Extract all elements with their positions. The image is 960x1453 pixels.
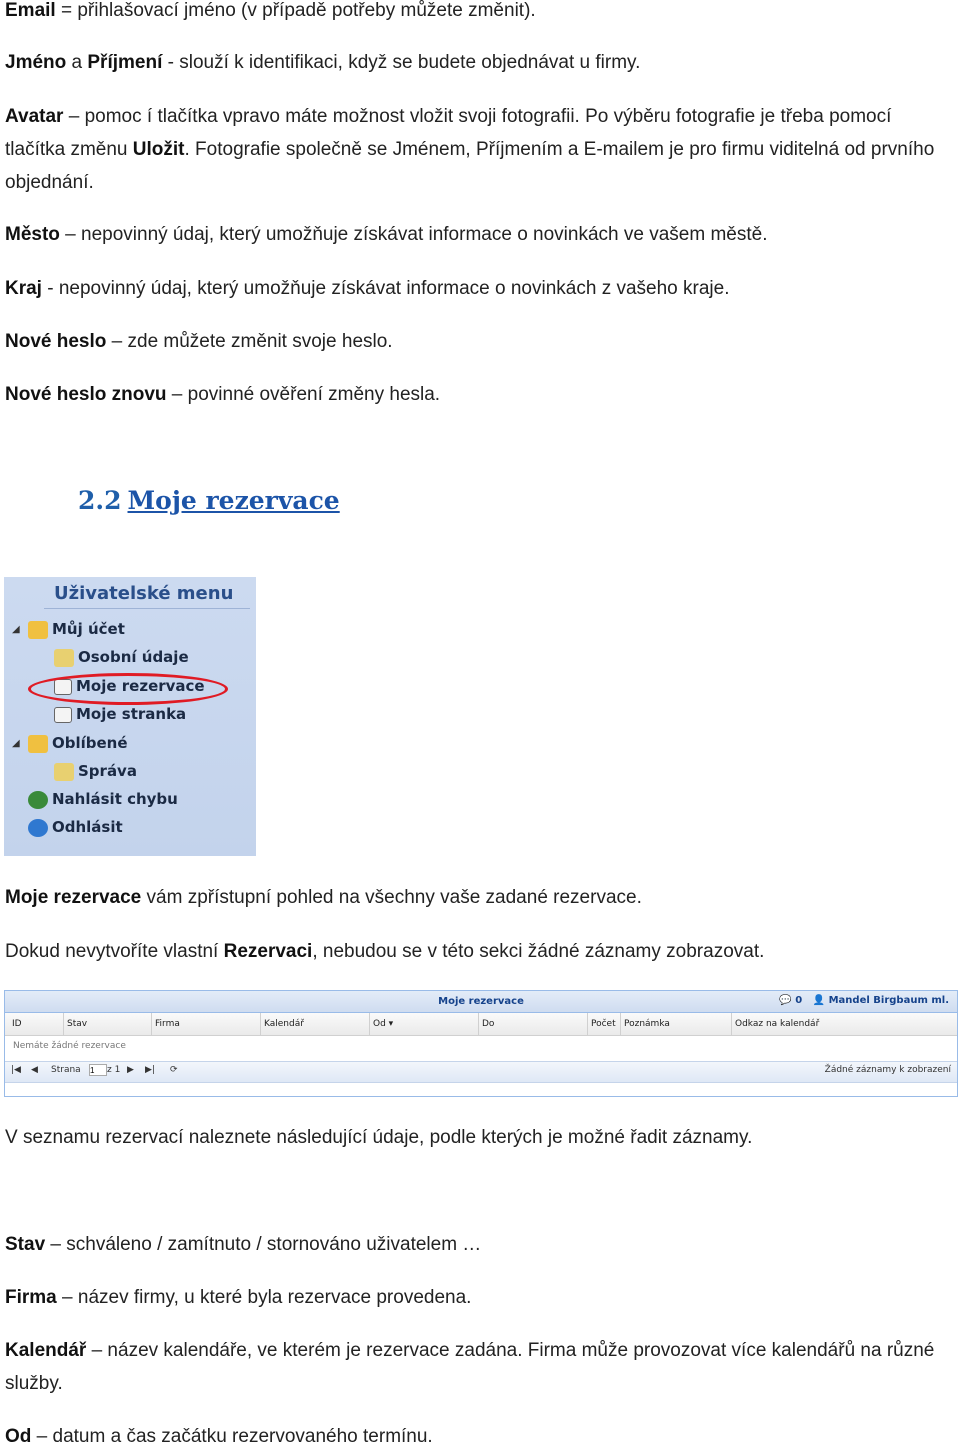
column-pocet[interactable]: Počet: [587, 1013, 621, 1035]
menu-item-administration[interactable]: Správa: [54, 759, 137, 783]
od-paragraph: Od – datum a čas začátku rezervovaného termínu.: [5, 1426, 433, 1447]
pencil-icon: [54, 763, 74, 781]
refresh-icon[interactable]: ⟳: [170, 1065, 178, 1075]
column-poznamka[interactable]: Poznámka: [620, 1013, 732, 1035]
city-paragraph: Město – nepovinný údaj, který umožňuje získávat informace o novinkách ve vašem městě.: [5, 224, 768, 245]
section-heading: [78, 486, 340, 515]
column-od[interactable]: Od ▾: [369, 1013, 479, 1035]
email-paragraph: Email = přihlašovací jméno (v případě potřeby můžete změnit).: [5, 0, 536, 21]
menu-item-favorites[interactable]: Oblíbené: [28, 731, 128, 755]
collapse-arrow-icon[interactable]: ◢: [12, 738, 20, 749]
reservations-grid: [4, 990, 958, 1097]
no-records-label: Žádné záznamy k zobrazení: [824, 1065, 951, 1075]
sort-down-icon: ▾: [388, 1019, 394, 1029]
first-page-icon[interactable]: |◀: [11, 1065, 21, 1075]
user-name[interactable]: Mandel Birgbaum ml.: [828, 995, 949, 1006]
name-paragraph: Jméno a Příjmení - slouží k identifikaci, když se budete objednávat u firmy.: [5, 52, 641, 73]
page-input[interactable]: [89, 1064, 107, 1076]
power-icon: [28, 819, 48, 837]
folder-user-icon: [28, 621, 48, 639]
list-icon: [54, 707, 72, 723]
column-kalendar[interactable]: Kalendář: [260, 1013, 370, 1035]
next-page-icon[interactable]: ▶: [127, 1065, 134, 1075]
collapse-arrow-icon[interactable]: ◢: [12, 624, 20, 635]
message-icon[interactable]: 💬: [779, 995, 792, 1006]
menu-item-my-reservations[interactable]: Moje rezervace: [54, 674, 205, 698]
new-password-paragraph: Nové heslo – zde můžete změnit svoje heslo.: [5, 331, 393, 352]
grid-header: [5, 991, 957, 1013]
bug-icon: [28, 791, 48, 809]
kalendar-paragraph: Kalendář – název kalendáře, ve kterém je rezervace zadána. Firma může provozovat více kalendářů na různé služby.: [5, 1340, 935, 1394]
grid-empty-message: Nemáte žádné rezervace: [13, 1041, 126, 1051]
grid-title: Moje rezervace: [438, 996, 524, 1007]
folder-icon: [28, 735, 48, 753]
column-odkaz[interactable]: Odkaz na kalendář: [731, 1013, 960, 1035]
menu-item-my-page[interactable]: Moje stranka: [54, 702, 186, 726]
menu-item-logout[interactable]: Odhlásit: [28, 815, 123, 839]
page-of: z 1: [107, 1065, 121, 1075]
menu-item-report-bug[interactable]: Nahlásit chybu: [28, 787, 178, 811]
user-menu-title: Uživatelské menu: [54, 583, 234, 604]
stav-paragraph: Stav – schváleno / zamítnuto / stornováno uživatelem …: [5, 1234, 482, 1255]
region-paragraph: Kraj - nepovinný údaj, který umožňuje získávat informace o novinkách z vašeho kraje.: [5, 278, 730, 299]
menu-item-personal-data[interactable]: Osobní údaje: [54, 645, 189, 669]
last-page-icon[interactable]: ▶|: [145, 1065, 155, 1075]
firma-paragraph: Firma – název firmy, u které byla rezervace provedena.: [5, 1287, 472, 1308]
new-password-again-paragraph: Nové heslo znovu – povinné ověření změny hesla.: [5, 384, 441, 405]
menu-divider: [44, 608, 250, 609]
message-count: 0: [795, 995, 803, 1006]
highlight-circle: [28, 673, 228, 705]
page-label: Strana: [51, 1065, 81, 1075]
grid-user-area: [779, 995, 949, 1006]
column-firma[interactable]: Firma: [151, 1013, 261, 1035]
section-number: 2.2: [78, 486, 122, 515]
user-icon: 👤: [812, 995, 826, 1006]
menu-item-my-account[interactable]: Můj účet: [28, 617, 125, 641]
prev-page-icon[interactable]: ◀: [31, 1065, 38, 1075]
edit-icon: [54, 649, 74, 667]
user-menu-panel: [4, 577, 256, 856]
reservations-empty-note: Dokud nevytvoříte vlastní Rezervaci, nebudou se v této sekci žádné záznamy zobrazovat.: [5, 941, 765, 962]
page-input-wrap: [89, 1064, 107, 1076]
column-stav[interactable]: Stav: [63, 1013, 152, 1035]
section-title-link[interactable]: Moje rezervace: [127, 486, 340, 515]
grid-column-headers: [5, 1013, 957, 1036]
avatar-paragraph: Avatar – pomoc í tlačítka vpravo máte možnost vložit svoji fotografii. Po výběru fotografie je třeba pomocí tlačítka změnu Uložit. Fotografie společně se Jménem, Příjmením a E-mailem je pro firmu viditelná od prvního objednání.: [5, 106, 935, 193]
column-do[interactable]: Do: [478, 1013, 588, 1035]
reservations-description: Moje rezervace vám zpřístupní pohled na všechny vaše zadané rezervace.: [5, 887, 642, 908]
column-id[interactable]: ID: [12, 1019, 22, 1029]
list-intro: V seznamu rezervací naleznete následující údaje, podle kterých je možné řadit záznamy.: [5, 1127, 753, 1148]
grid-paging-toolbar: [5, 1061, 957, 1083]
